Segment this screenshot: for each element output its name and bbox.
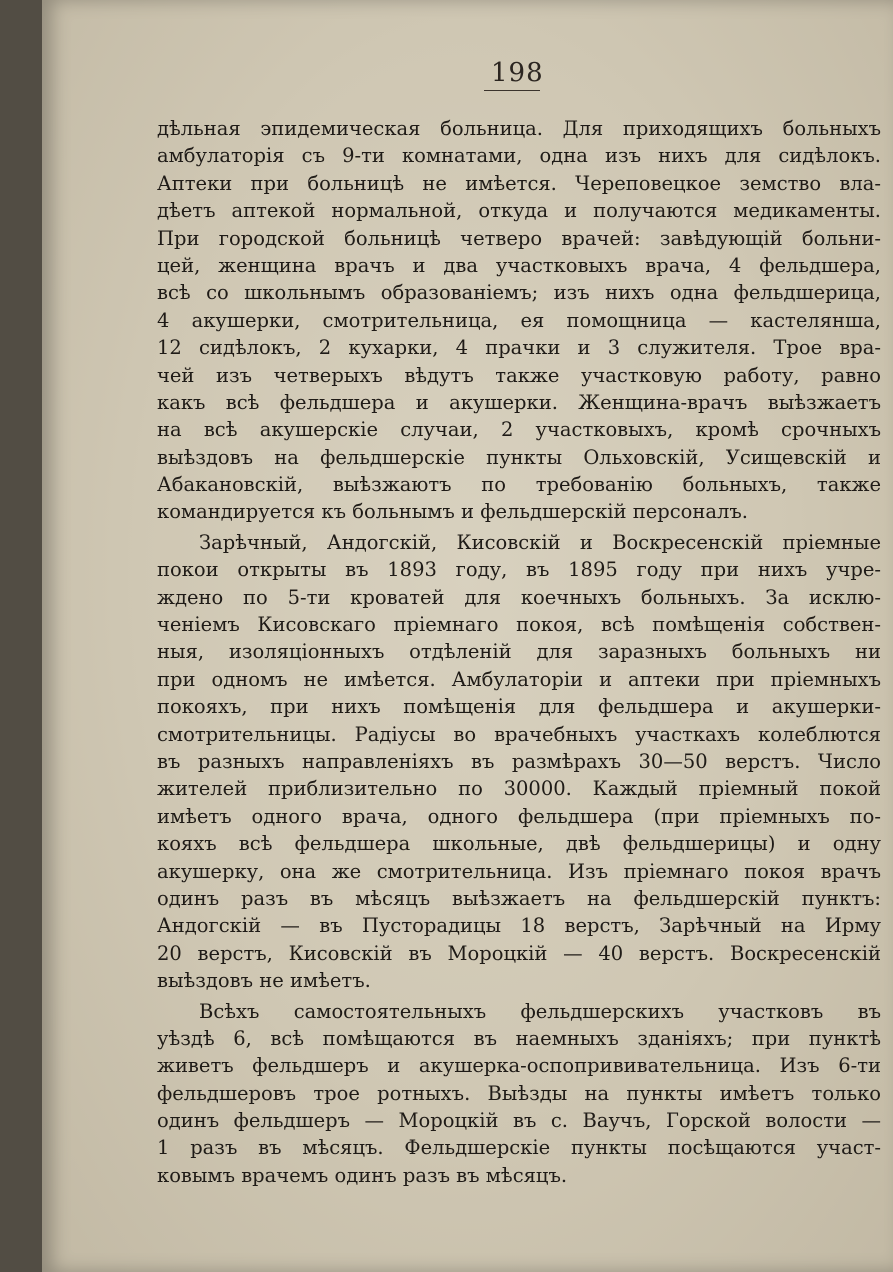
text-line: командируется къ больнымъ и фельдшерскій персоналъ.: [157, 500, 748, 524]
book-page: [42, 0, 893, 1272]
page-number-rule: [484, 90, 540, 91]
text-line: 1 разъ въ мѣсяцъ. Фельдшерскіе пункты посѣщаются участ-: [157, 1136, 881, 1160]
text-line: покояхъ, при нихъ помѣщенія для фельдшера и акушерки-: [157, 695, 881, 719]
text-line: Зарѣчный, Андогскій, Кисовскій и Воскресенскій пріемные: [199, 530, 881, 554]
text-line: выѣздовъ не имѣетъ.: [157, 969, 371, 993]
paragraph: [157, 529, 881, 995]
text-line: Всѣхъ самостоятельныхъ фельдшерскихъ участковъ въ: [199, 999, 881, 1023]
text-line: всѣ со школьнымъ образованіемъ; изъ нихъ одна фельдшерица,: [157, 281, 881, 305]
body-text: [157, 115, 881, 1189]
text-line: при одномъ не имѣется. Амбулаторіи и аптеки при пріемныхъ: [157, 667, 881, 691]
text-line: 20 верстъ, Кисовскій въ Мороцкій — 40 верстъ. Воскресенскій: [157, 941, 881, 965]
text-line: ждено по 5-ти кроватей для коечныхъ больныхъ. За исклю-: [157, 585, 881, 609]
text-line: При городской больницѣ четверо врачей: завѣдующій больни-: [157, 226, 881, 250]
text-line: ныя, изоляціонныхъ отдѣленій для заразныхъ больныхъ ни: [157, 640, 881, 664]
text-line: ковымъ врачемъ одинъ разъ въ мѣсяцъ.: [157, 1163, 568, 1187]
text-line: одинъ разъ въ мѣсяцъ выѣзжаетъ на фельдшерскій пунктъ:: [157, 886, 881, 910]
text-line: имѣетъ одного врача, одного фельдшера (при пріемныхъ по-: [157, 804, 881, 828]
text-line: какъ всѣ фельдшера и акушерки. Женщина-врачъ выѣзжаетъ: [157, 390, 881, 414]
text-line: въ разныхъ направленіяхъ въ размѣрахъ 30—50 верстъ. Число: [157, 749, 881, 773]
text-line: чей изъ четверыхъ вѣдутъ также участковую работу, равно: [157, 363, 881, 387]
text-line: дѣльная эпидемическая больница. Для приходящихъ больныхъ: [157, 117, 881, 140]
text-line: дѣетъ аптекой нормальной, откуда и получаются медикаменты.: [157, 199, 881, 223]
text-line: ченіемъ Кисовскаго пріемнаго покоя, всѣ помѣщенія собствен-: [157, 613, 881, 637]
text-line: жителей приблизительно по 30000. Каждый пріемный покой: [157, 777, 881, 801]
text-line: уѣздѣ 6, всѣ помѣщаются въ наемныхъ зданіяхъ; при пунктѣ: [157, 1026, 881, 1050]
text-line: 4 акушерки, смотрительница, ея помощница — кастелянша,: [157, 308, 881, 332]
text-line: выѣздовъ на фельдшерскіе пункты Ольховскій, Усищевскій и: [157, 445, 881, 469]
text-line: кояхъ всѣ фельдшера школьные, двѣ фельдшерицы) и одну: [157, 832, 881, 856]
text-line: смотрительницы. Радіусы во врачебныхъ участкахъ колеблются: [157, 722, 881, 746]
text-line: 12 сидѣлокъ, 2 кухарки, 4 прачки и 3 служителя. Трое вра-: [157, 336, 881, 360]
paragraph: [157, 998, 881, 1190]
page-number: 198: [491, 58, 544, 88]
text-line: живетъ фельдшеръ и акушерка-оспопрививательница. Изъ 6-ти: [157, 1054, 881, 1078]
text-line: акушерку, она же смотрительница. Изъ пріемнаго покоя врачъ: [157, 859, 881, 883]
text-line: Абакановскій, выѣзжаютъ по требованію больныхъ, также: [157, 473, 881, 497]
text-line: Андогскій — въ Пусторадицы 18 верстъ, Зарѣчный на Ирму: [157, 914, 881, 938]
text-line: цей, женщина врачъ и два участковыхъ врача, 4 фельдшера,: [157, 253, 881, 277]
text-line: покои открыты въ 1893 году, въ 1895 году при нихъ учре-: [157, 558, 881, 582]
text-line: амбулаторія съ 9-ти комнатами, одна изъ нихъ для сидѣлокъ.: [157, 144, 881, 168]
text-line: на всѣ акушерскіе случаи, 2 участковыхъ, кромѣ срочныхъ: [157, 418, 881, 442]
text-line: одинъ фельдшеръ — Мороцкій въ с. Ваучъ, Горской волости —: [157, 1109, 881, 1133]
text-line: фельдшеровъ трое ротныхъ. Выѣзды на пункты имѣетъ только: [157, 1081, 881, 1105]
text-line: Аптеки при больницѣ не имѣется. Череповецкое земство вла-: [157, 171, 881, 195]
paragraph: [157, 115, 881, 526]
